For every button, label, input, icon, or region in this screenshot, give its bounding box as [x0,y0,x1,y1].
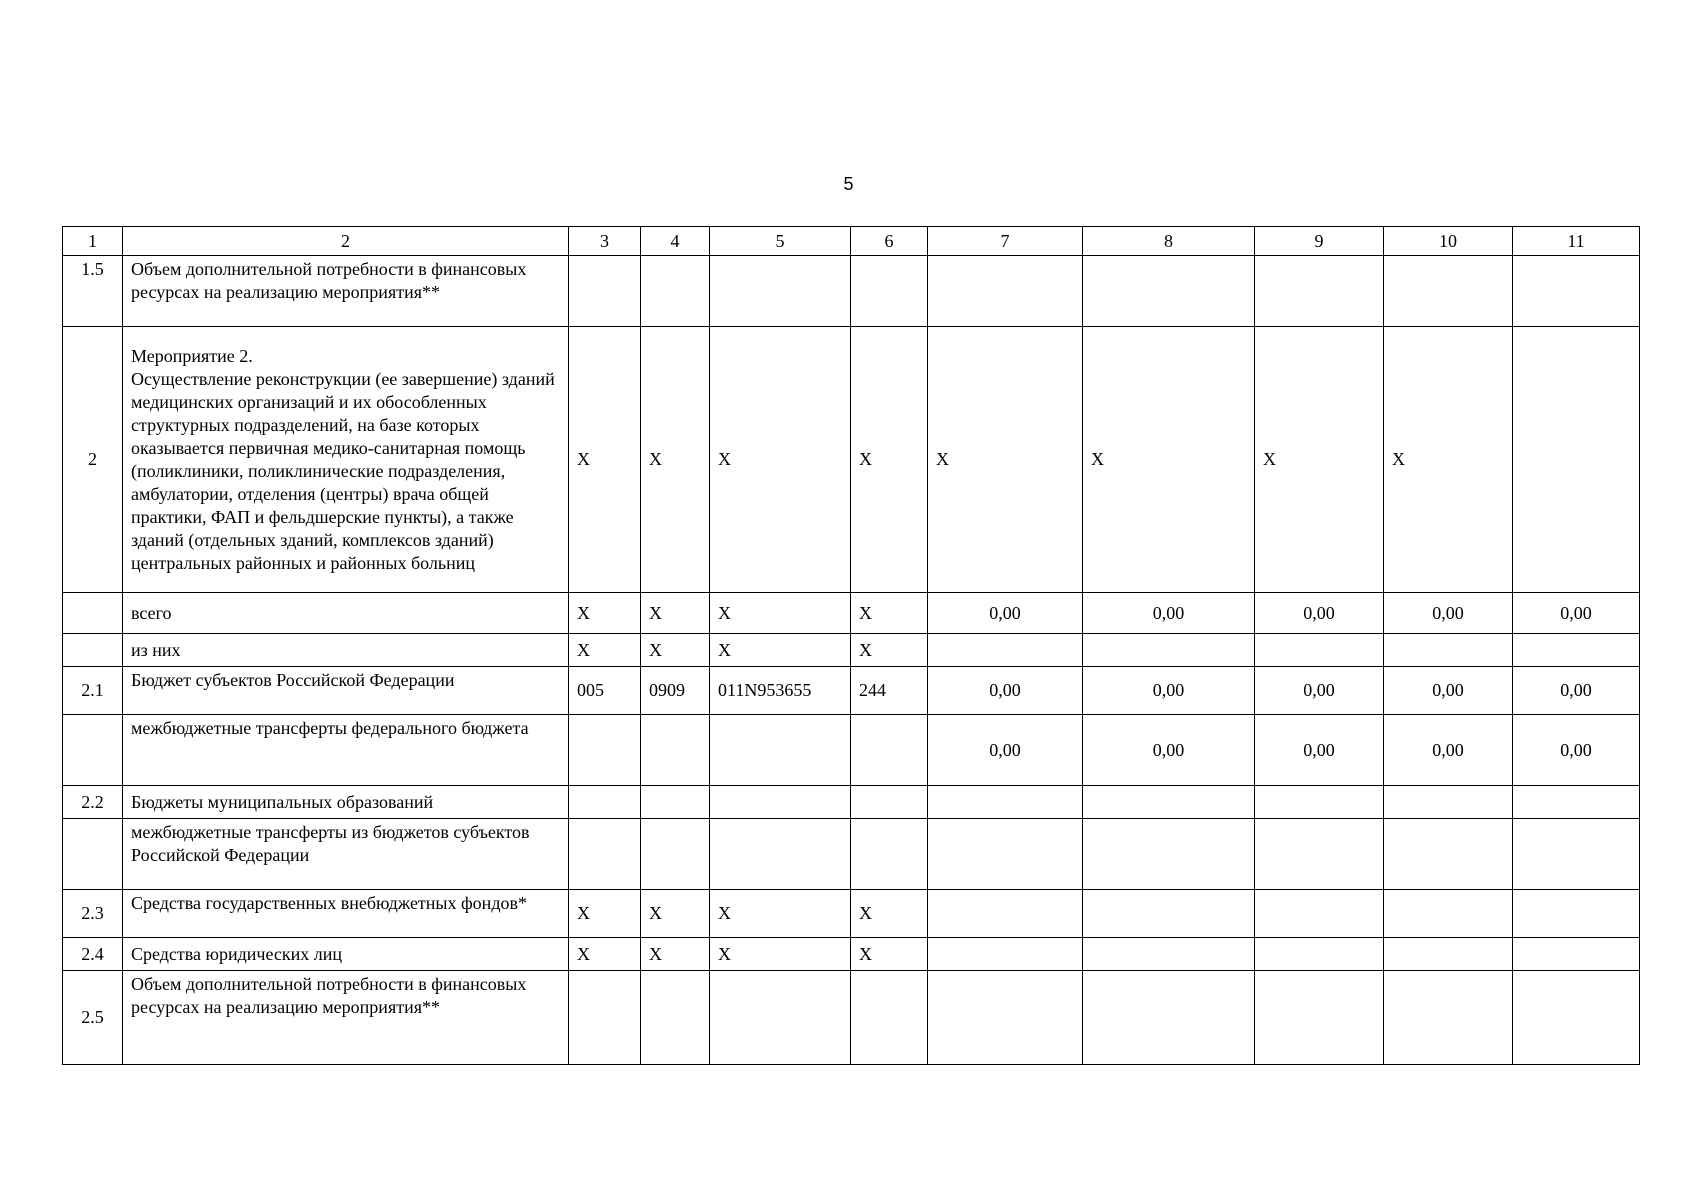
table-cell [1255,256,1384,327]
column-header: 1 [63,227,123,256]
table-cell [928,256,1083,327]
table-cell [1384,819,1513,890]
table-cell [1513,634,1640,667]
column-header: 10 [1384,227,1513,256]
table-cell: 011N953655 [710,667,851,715]
row-number [63,634,123,667]
table-cell: X [1255,327,1384,593]
row-number: 1.5 [63,256,123,327]
table-cell [641,715,710,786]
table-cell [1083,256,1255,327]
table-cell [1384,890,1513,938]
table-cell [928,938,1083,971]
table-cell [1513,971,1640,1065]
table-cell: X [710,890,851,938]
table-cell [1255,938,1384,971]
table-cell: X [710,634,851,667]
table-cell: 0,00 [1384,593,1513,634]
table-cell [569,819,641,890]
table-row [63,256,1640,327]
table-cell [851,715,928,786]
row-description: межбюджетные трансферты федерального бюджета [123,715,569,786]
table-cell: 0,00 [1083,667,1255,715]
table-cell [569,715,641,786]
table-cell [928,890,1083,938]
row-description: всего [123,593,569,634]
table-cell [1384,938,1513,971]
table-cell: X [710,938,851,971]
table-cell [569,256,641,327]
table-row [63,715,1640,786]
row-description: Мероприятие 2. Осуществление реконструкции (ее завершение) зданий медицинских организаций и их обособленных структурных подразделений, на базе которых оказывается первичная медико-санитарная помощь (поликлиники, поликлинические подразделения, амбулатории, отделения (центры) врача общей практики, ФАП и фельдшерские пункты), а также зданий (отдельных зданий, комплексов зданий) центральных районных и районных больниц [123,327,569,593]
table-cell [851,786,928,819]
financing-table [62,226,1640,1065]
row-description: межбюджетные трансферты из бюджетов субъектов Российской Федерации [123,819,569,890]
table-cell: 0,00 [1513,667,1640,715]
row-number [63,593,123,634]
table-cell [928,971,1083,1065]
table-cell: 0,00 [1255,667,1384,715]
table-cell: X [569,593,641,634]
table-cell: 0,00 [1513,715,1640,786]
table-cell [1384,786,1513,819]
row-description: Средства юридических лиц [123,938,569,971]
table-cell: 0,00 [1083,593,1255,634]
column-header: 11 [1513,227,1640,256]
column-header: 6 [851,227,928,256]
table-cell [1083,819,1255,890]
table-cell [1384,256,1513,327]
table-cell [1083,786,1255,819]
table-cell [1513,256,1640,327]
table-row [63,667,1640,715]
row-description: из них [123,634,569,667]
table-row [63,786,1640,819]
table-cell [928,786,1083,819]
table-row [63,971,1640,1065]
table-row [63,938,1640,971]
table-cell: X [710,327,851,593]
table-cell [1083,938,1255,971]
row-number: 2 [63,327,123,593]
column-header: 2 [123,227,569,256]
table-cell: 0,00 [1384,715,1513,786]
row-description: Объем дополнительной потребности в финансовых ресурсах на реализацию мероприятия** [123,256,569,327]
table-cell: 005 [569,667,641,715]
table-cell: 0,00 [1083,715,1255,786]
table-cell [1255,819,1384,890]
table-cell: X [641,593,710,634]
table-cell: X [641,634,710,667]
row-number: 2.3 [63,890,123,938]
table-cell: X [928,327,1083,593]
table-cell: X [1384,327,1513,593]
table-cell: 0,00 [1255,593,1384,634]
row-description: Бюджеты муниципальных образований [123,786,569,819]
table-cell: X [569,890,641,938]
table-cell: 0,00 [928,593,1083,634]
row-number: 2.5 [63,971,123,1065]
row-number: 2.4 [63,938,123,971]
table-cell [641,786,710,819]
table-cell [851,819,928,890]
table-cell: 0,00 [1513,593,1640,634]
table-cell [569,786,641,819]
table-cell [851,256,928,327]
table-cell [1513,327,1640,593]
table-cell [1384,634,1513,667]
table-row [63,890,1640,938]
table-cell: X [569,327,641,593]
table-cell [641,971,710,1065]
table-cell [1083,971,1255,1065]
table-cell: X [851,890,928,938]
table-cell [641,819,710,890]
table-cell [710,786,851,819]
table-cell [1513,890,1640,938]
table-cell: X [569,938,641,971]
table-cell [1083,890,1255,938]
table-cell: X [851,327,928,593]
row-description: Средства государственных внебюджетных фондов* [123,890,569,938]
table-cell [1255,890,1384,938]
column-number-row [63,227,1640,256]
table-cell [1255,971,1384,1065]
table-cell: X [569,634,641,667]
table-cell [569,971,641,1065]
table-cell [1513,786,1640,819]
row-number [63,819,123,890]
table-cell: X [641,938,710,971]
table-cell [1255,786,1384,819]
table-cell [710,819,851,890]
table-cell: X [1083,327,1255,593]
table-cell: X [641,890,710,938]
table-cell [1384,971,1513,1065]
table-cell [928,819,1083,890]
row-number [63,715,123,786]
column-header: 3 [569,227,641,256]
table-cell [1513,819,1640,890]
table-cell: X [851,593,928,634]
table-cell: 0,00 [928,667,1083,715]
table-row [63,593,1640,634]
row-description: Объем дополнительной потребности в финансовых ресурсах на реализацию мероприятия** [123,971,569,1065]
table-cell [641,256,710,327]
column-header: 8 [1083,227,1255,256]
column-header: 5 [710,227,851,256]
table-cell [1513,938,1640,971]
table-cell: 0,00 [1255,715,1384,786]
table-cell: 0,00 [1384,667,1513,715]
table-cell [851,971,928,1065]
table-cell: X [641,327,710,593]
table-cell [1083,634,1255,667]
table-cell: 0909 [641,667,710,715]
table-row [63,634,1640,667]
table-row [63,327,1640,593]
row-description: Бюджет субъектов Российской Федерации [123,667,569,715]
table-cell: X [710,593,851,634]
table-cell [710,715,851,786]
page-number: 5 [843,174,854,194]
column-header: 7 [928,227,1083,256]
column-header: 9 [1255,227,1384,256]
table-cell: X [851,938,928,971]
table-cell: 244 [851,667,928,715]
table-cell [1255,634,1384,667]
column-header: 4 [641,227,710,256]
table-cell [710,256,851,327]
table-cell [928,634,1083,667]
row-number: 2.1 [63,667,123,715]
table-cell [710,971,851,1065]
row-number: 2.2 [63,786,123,819]
table-cell: 0,00 [928,715,1083,786]
table-cell: X [851,634,928,667]
table-row [63,819,1640,890]
